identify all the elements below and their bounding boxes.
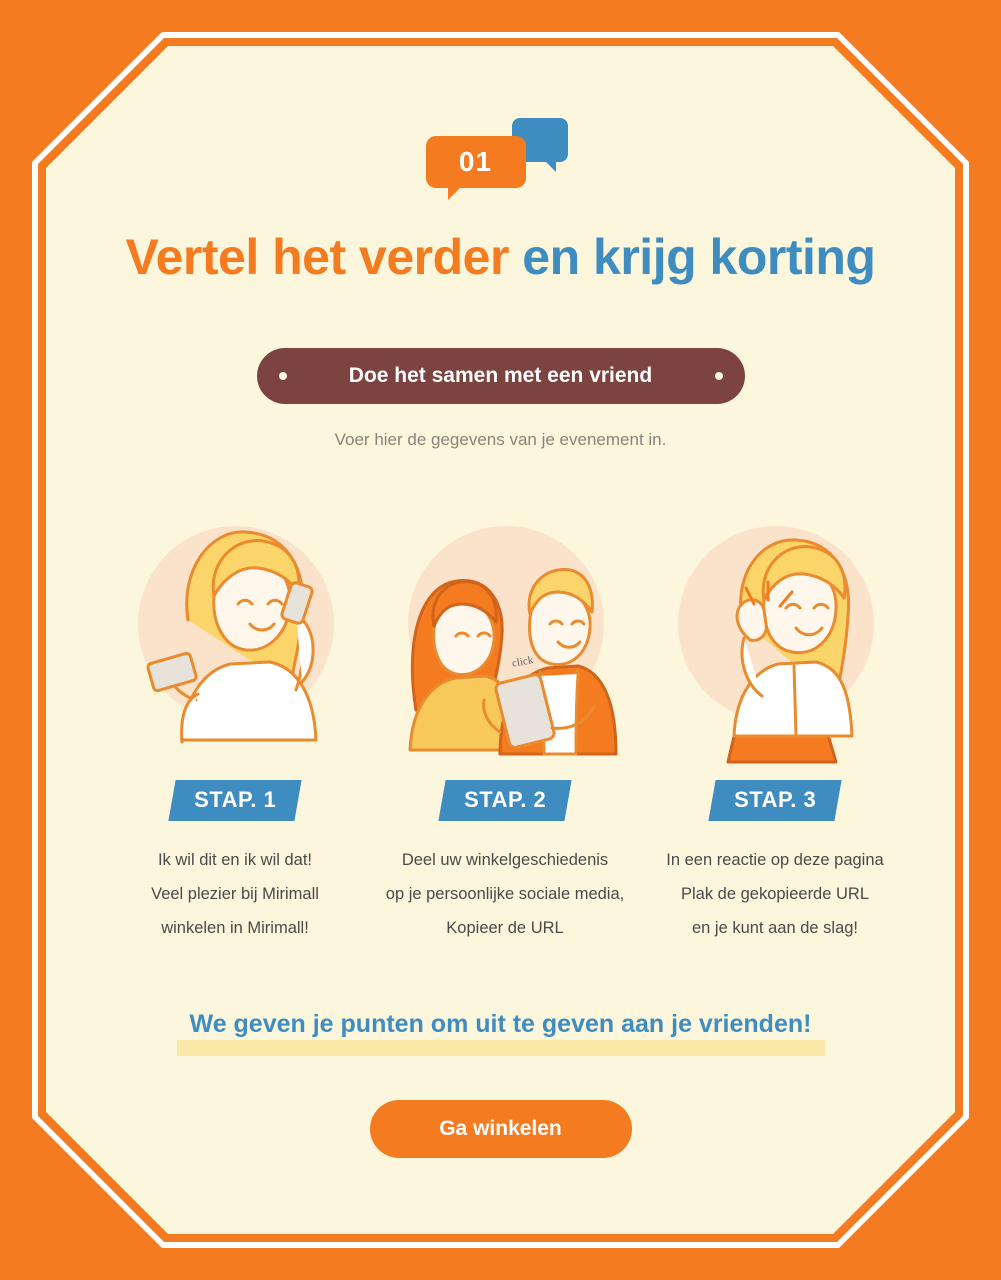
highlight-row [0,1010,1001,1039]
subtitle: Voer hier de gegevens van je evenement in. [334,430,667,449]
step-line: op je persoonlijke sociale media, [385,885,625,903]
step-item [110,500,360,945]
step-tag [168,780,301,821]
step-line: Plak de gekopieerde URL [680,885,870,903]
dot-icon-left [279,372,287,380]
step-tag-label: STAP. 2 [463,787,547,812]
two-people-sharing-phone-illustration [380,500,630,780]
phone-click-label: click [511,654,535,670]
step-tag [438,780,571,821]
highlight-underline [177,1040,825,1056]
step-tag-label: STAP. 1 [193,787,277,812]
woman-thumbs-up-illustration [650,500,900,780]
step-item [380,500,630,945]
step-description [380,843,630,945]
step-number-badge [0,118,1001,205]
section-pill [257,348,745,404]
step-description [110,843,360,945]
page-title [0,228,1001,286]
step-tag [708,780,841,821]
step-line: Veel plezier bij Mirimall [151,885,319,903]
dot-icon-right [715,372,723,380]
step-line: winkelen in Mirimall! [161,919,309,937]
step-line: en je kunt aan de slag! [691,919,859,937]
shop-now-button[interactable]: Ga winkelen [370,1100,632,1158]
page-title-rest: en krijg korting [508,229,876,285]
step-tag-label: STAP. 3 [733,787,817,812]
section-pill-label: Doe het samen met een vriend [348,364,653,387]
step-item [650,500,900,945]
page-title-emphasis: Vertel het verder [125,229,509,285]
step-line: Deel uw winkelgeschiedenis [401,851,609,869]
highlight-text: We geven je punten om uit te geven aan je vrienden! [189,1010,812,1038]
step-line: In een reactie op deze pagina [666,851,884,869]
woman-on-phone-illustration [110,500,360,780]
steps-row [110,500,900,945]
step-description [650,843,900,945]
badge-number: 01 [426,136,526,188]
step-line: Kopieer de URL [446,919,564,937]
step-line: Ik wil dit en ik wil dat! [157,851,313,869]
